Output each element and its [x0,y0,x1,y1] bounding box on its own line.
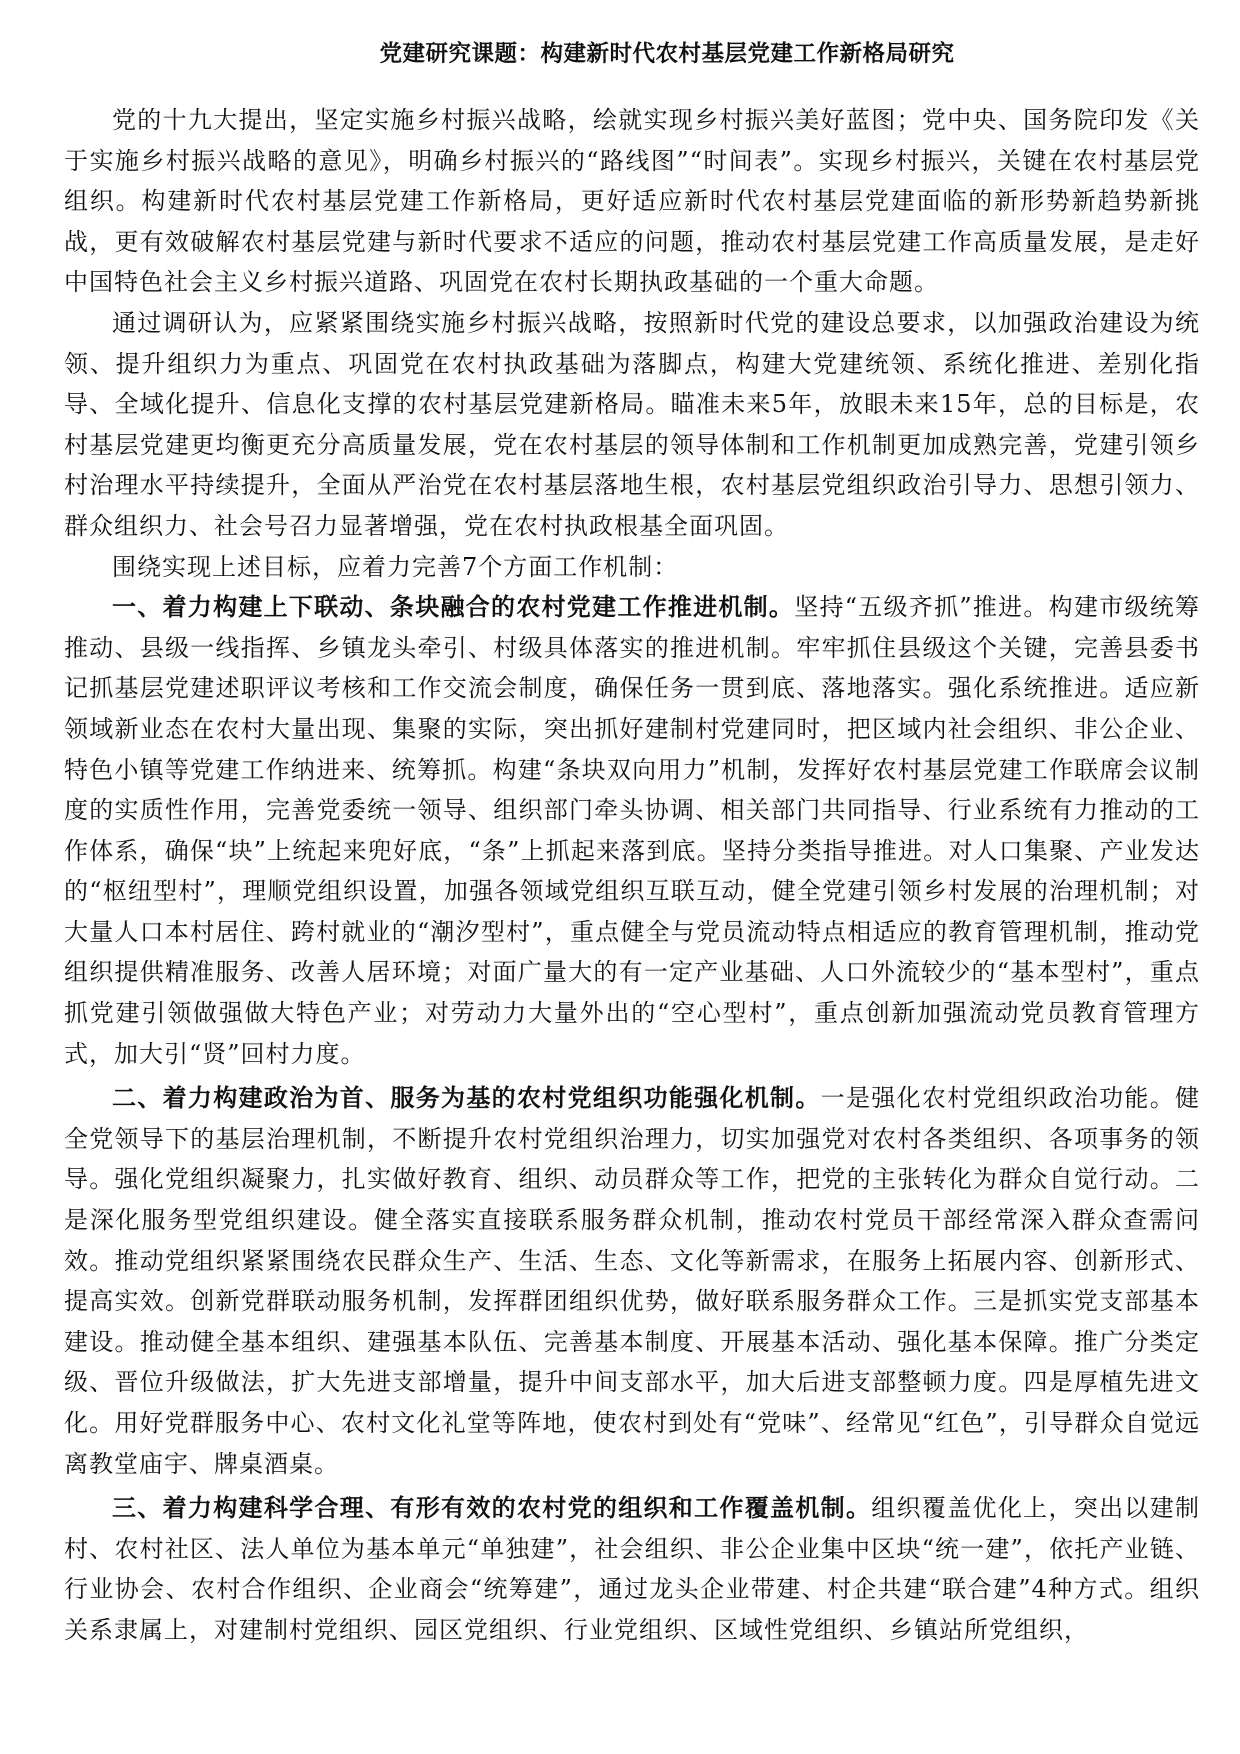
paragraph-section-3 [64,1488,1200,1650]
section-heading-1: 一、着力构建上下联动、条块融合的农村党建工作推进机制。 [112,592,795,622]
paragraph-section-2 [64,1078,1200,1484]
paragraph-text: 通过调研认为，应紧紧围绕实施乡村振兴战略，按照新时代党的建设总要求，以加强政治建设为统领、提升组织力为重点、巩固党在农村执政基础为落脚点，构建大党建统领、系统化推进、差别化指导、全域化提升、信息化支撑的农村基层党建新格局。瞄准未来5年，放眼未来15年，总的目标是，农村基层党建更均衡更充分高质量发展，党在农村基层的领导体制和工作机制更加成熟完善，党建引领乡村治理水平持续提升，全面从严治党在农村基层落地生根，农村基层党组织政治引导力、思想引领力、群众组织力、社会号召力显著增强，党在农村执政根基全面巩固。 [64,308,1200,540]
paragraph-intro [64,100,1200,303]
document-title: 党建研究课题：构建新时代农村基层党建工作新格局研究 [379,41,955,67]
paragraph-text: 围绕实现上述目标，应着力完善7个方面工作机制： [112,552,679,581]
paragraph-text: 坚持“五级齐抓”推进。构建市级统筹推动、县级一线指挥、乡镇龙头牵引、村级具体落实的推进机制。牢牢抓住县级这个关键，完善县委书记抓基层党建述职评议考核和工作交流会制度，确保任务一贯到底、落地落实。强化系统推进。适应新领域新业态在农村大量出现、集聚的实际，突出抓好建制村党建同时，把区域内社会组织、非公企业、特色小镇等党建工作纳进来、统筹抓。构建“条块双向用力”机制，发挥好农村基层党建工作联席会议制度的实质性作用，完善党委统一领导、组织部门牵头协调、相关部门共同指导、行业系统有力推动的工作体系，确保“块”上统起来兜好底，“条”上抓起来落到底。坚持分类指导推进。对人口集聚、产业发达的“枢纽型村”，理顺党组织设置，加强各领域党组织互联互动，健全党建引领乡村发展的治理机制；对大量人口本村居住、跨村就业的“潮汐型村”，重点健全与党员流动特点相适应的教育管理机制，推动党组织提供精准服务、改善人居环境；对面广量大的有一定产业基础、人口外流较少的“基本型村”，重点抓党建引领做强做大特色产业；对劳动力大量外出的“空心型村”，重点创新加强流动党员教育管理方式，加大引“贤”回村力度。 [64,593,1201,1068]
paragraph-text: 组织覆盖优化上，突出以建制村、农村社区、法人单位为基本单元“单独建”，社会组织、非公企业集中区块“统一建”，依托产业链、行业协会、农村合作组织、企业商会“统筹建”，通过龙头企业带建、村企共建“联合建”4种方式。组织关系隶属上，对建制村党组织、园区党组织、行业党组织、区域性党组织、乡镇站所党组织， [64,1494,1201,1644]
paragraph-text: 一是强化农村党组织政治功能。健全党领导下的基层治理机制，不断提升农村党组织治理力，切实加强党对农村各类组织、各项事务的领导。强化党组织凝聚力，扎实做好教育、组织、动员群众等工作，把党的主张转化为群众自觉行动。二是深化服务型党组织建设。健全落实直接联系服务群众机制，推动农村党员干部经常深入群众查需问效。推动党组织紧紧围绕农民群众生产、生活、生态、文化等新需求，在服务上拓展内容、创新形式、提高实效。创新党群联动服务机制，发挥群团组织优势，做好联系服务群众工作。三是抓实党支部基本建设。推动健全基本组织、建强基本队伍、完善基本制度、开展基本活动、强化基本保障。推广分类定级、晋位升级做法，扩大先进支部增量，提升中间支部水平，加大后进支部整顿力度。四是厚植先进文化。用好党群服务中心、农村文化礼堂等阵地，使农村到处有“党味”、经常见“红色”，引导群众自觉远离教堂庙宇、牌桌酒桌。 [64,1084,1201,1478]
paragraph-research-findings [64,303,1200,547]
paragraph-mechanisms-intro [64,547,1200,588]
paragraph-section-1 [64,587,1200,1074]
section-heading-3: 三、着力构建科学合理、有形有效的农村党的组织和工作覆盖机制。 [112,1493,872,1523]
document-page [64,38,1200,1651]
paragraph-text: 党的十九大提出，坚定实施乡村振兴战略，绘就实现乡村振兴美好蓝图；党中央、国务院印发《关于实施乡村振兴战略的意见》，明确乡村振兴的“路线图”“时间表”。实现乡村振兴，关键在农村基层党组织。构建新时代农村基层党建工作新格局，更好适应新时代农村基层党建面临的新形势新趋势新挑战，更有效破解农村基层党建与新时代要求不适应的问题，推动农村基层党建工作高质量发展，是走好中国特色社会主义乡村振兴道路、巩固党在农村长期执政基础的一个重大命题。 [64,106,1200,297]
section-heading-2: 二、着力构建政治为首、服务为基的农村党组织功能强化机制。 [112,1083,821,1113]
